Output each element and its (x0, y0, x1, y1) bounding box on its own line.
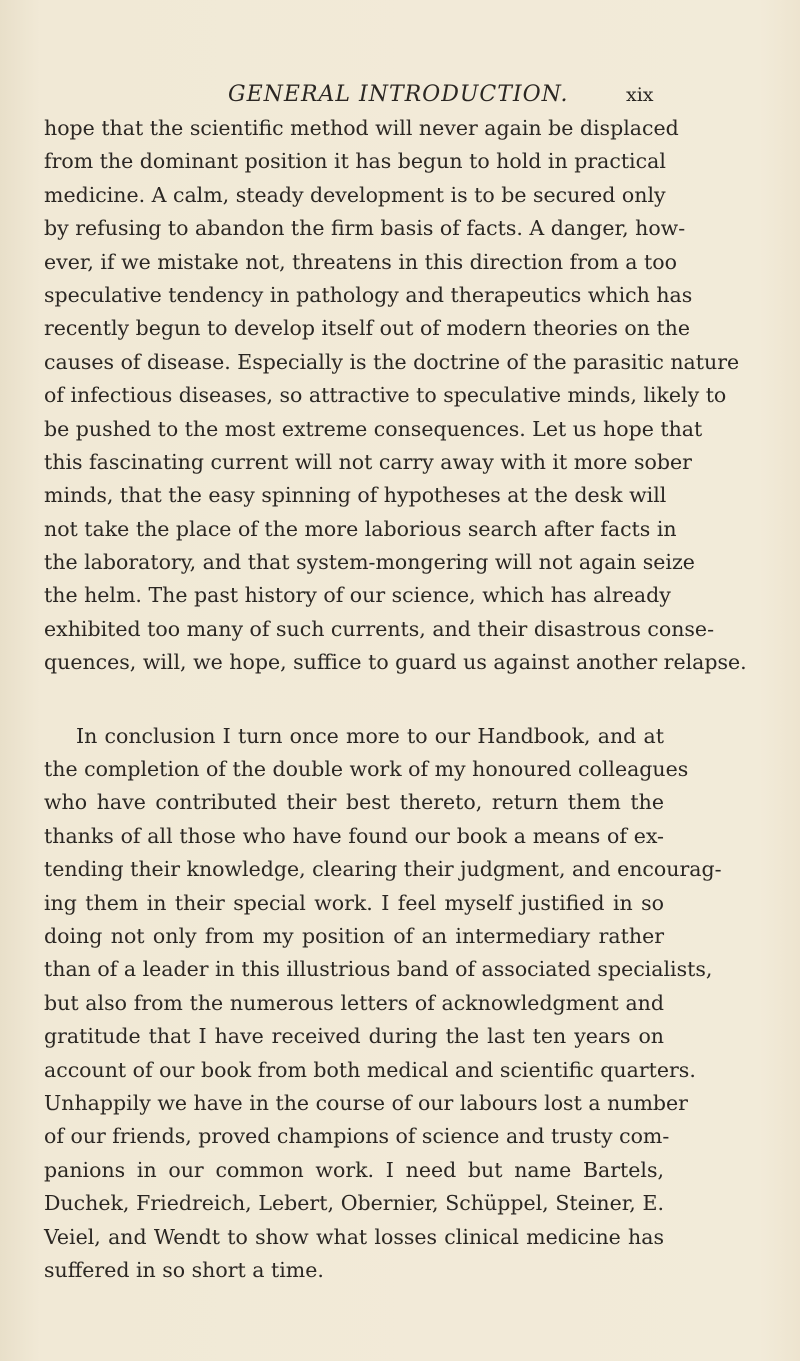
running-title: GENERAL INTRODUCTION. (228, 82, 569, 107)
text-line: panions in our common work. I need but name Bartels, (44, 1157, 664, 1182)
text-line: exhibited too many of such currents, and their disastrous conse- (44, 616, 714, 641)
text-line: quences, will, we hope, suffice to guard us against another relapse. (44, 650, 747, 675)
paragraph-2 (44, 720, 722, 1288)
text-line: be pushed to the most extreme consequences. Let us hope that (44, 416, 703, 441)
text-line: not take the place of the more laborious search after facts in (44, 516, 677, 541)
text-line: gratitude that I have received during the last ten years on (44, 1024, 664, 1049)
text-line: this fascinating current will not carry away with it more sober (44, 449, 692, 474)
text-line: the completion of the double work of my honoured colleagues (44, 757, 689, 782)
text-line: of infectious diseases, so attractive to speculative minds, likely to (44, 383, 727, 408)
text-line: causes of disease. Especially is the doctrine of the parasitic nature (44, 349, 740, 374)
text-line: Unhappily we have in the course of our labours lost a number (44, 1090, 688, 1115)
text-line: hope that the scientific method will never again be displaced (44, 116, 679, 140)
text-line: who have contributed their best thereto, return them the (44, 790, 664, 815)
text-line: doing not only from my position of an intermediary rather (44, 923, 664, 948)
text-line: minds, that the easy spinning of hypotheses at the desk will (44, 483, 667, 508)
text-line: suffered in so short a time. (44, 1257, 324, 1282)
text-line: account of our book from both medical and scientific quarters. (44, 1057, 696, 1082)
text-line: from the dominant position it has begun to hold in practical (44, 149, 666, 174)
text-line: Duchek, Friedreich, Lebert, Obernier, Schüppel, Steiner, E. (44, 1191, 664, 1216)
text-line: but also from the numerous letters of acknowledgment and (44, 990, 664, 1015)
paragraph-1 (44, 112, 747, 680)
text-line: by refusing to abandon the firm basis of facts. A danger, how- (44, 216, 686, 241)
text-line: recently begun to develop itself out of modern theories on the (44, 316, 691, 341)
page-number: xix (626, 84, 654, 106)
text-line: than of a leader in this illustrious band of associated specialists, (44, 957, 713, 982)
text-line: ing them in their special work. I feel myself justified in so (44, 890, 664, 915)
text-line: medicine. A calm, steady development is to be secured only (44, 182, 666, 207)
text-line: thanks of all those who have found our book a means of ex- (44, 823, 664, 848)
text-line: the helm. The past history of our science, which has already (44, 583, 671, 608)
text-line: Veiel, and Wendt to show what losses clinical medicine has (44, 1224, 664, 1249)
paragraph-gap (44, 680, 664, 720)
text-line: In conclusion I turn once more to our Handbook, and at (76, 723, 664, 748)
text-line: tending their knowledge, clearing their judgment, and encourag- (44, 857, 722, 882)
running-head (0, 82, 800, 116)
text-line: of our friends, proved champions of science and trusty com- (44, 1124, 670, 1149)
text-line: ever, if we mistake not, threatens in this direction from a too (44, 249, 677, 274)
text-line: speculative tendency in pathology and therapeutics which has (44, 282, 693, 307)
body-text (44, 112, 747, 1287)
text-line: the laboratory, and that system-mongering will not again seize (44, 550, 695, 575)
